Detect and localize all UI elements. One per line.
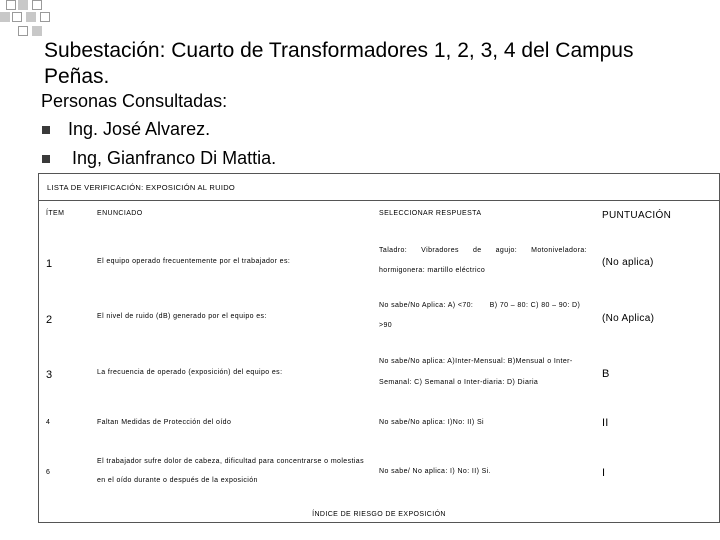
- header-statement: ENUNCIADO: [97, 210, 143, 217]
- deco-square: [40, 12, 50, 22]
- row-statement: El equipo operado frecuentemente por el trabajador es:: [97, 258, 291, 265]
- deco-square: [32, 0, 42, 10]
- row-statement: El trabajador sufre dolor de cabeza, dificultad para concentrarse o molestias: [97, 458, 364, 465]
- page-title: Subestación: Cuarto de Transformadores 1, 2, 3, 4 del Campus Peñas.: [44, 39, 634, 88]
- row-score: B: [602, 368, 610, 380]
- row-item: 3: [46, 369, 53, 381]
- deco-square: [12, 12, 22, 22]
- row-statement: La frecuencia de operado (exposición) del equipo es:: [97, 369, 283, 376]
- decorative-squares: [0, 0, 60, 40]
- row-answer: No sabe/No aplica: I)No: II) Si: [379, 419, 484, 426]
- row-statement: en el oído durante o después de la exposición: [97, 477, 258, 484]
- deco-square: [18, 26, 28, 36]
- consulted-name: Ing. José Alvarez.: [68, 119, 211, 139]
- row-item: 2: [46, 314, 53, 326]
- row-statement: Faltan Medidas de Protección del oído: [97, 419, 232, 426]
- header-item: ÍTEM: [46, 210, 65, 217]
- row-answer: No sabe/ No aplica: I) No: II) Si.: [379, 468, 492, 475]
- row-answer: Taladro: Vibradores de agujo: Motoniveladora:: [379, 247, 587, 254]
- deco-square: [6, 0, 16, 10]
- consulted-label: Personas Consultadas:: [41, 91, 228, 111]
- table-footer: ÍNDICE DE RIESGO DE EXPOSICIÓN: [312, 511, 446, 518]
- row-answer: Semanal: C) Semanal o Inter-diaria: D) Diaria: [379, 379, 539, 386]
- row-statement: El nivel de ruido (dB) generado por el equipo es:: [97, 313, 267, 320]
- row-score: (No aplica): [602, 257, 654, 268]
- row-item: 4: [46, 419, 51, 426]
- deco-square: [0, 12, 10, 22]
- deco-square: [18, 0, 28, 10]
- table-divider: [39, 200, 719, 201]
- row-score: I: [602, 467, 606, 479]
- deco-square: [26, 12, 36, 22]
- row-item: 6: [46, 469, 51, 476]
- row-answer: No sabe/No aplica: A)Inter-Mensual: B)Mensual o Inter-: [379, 358, 573, 365]
- deco-square: [32, 26, 42, 36]
- bullet-icon: [42, 155, 50, 163]
- table-caption: LISTA DE VERIFICACIÓN: EXPOSICIÓN AL RUIDO: [47, 183, 236, 192]
- bullet-icon: [42, 126, 50, 134]
- row-item: 1: [46, 258, 53, 270]
- row-answer: No sabe/No Aplica: A) <70: B) 70 – 80: C) 80 – 90: D): [379, 302, 581, 309]
- row-answer: >90: [379, 322, 393, 329]
- row-score: II: [602, 417, 609, 429]
- consulted-item: [42, 148, 276, 169]
- consulted-item: [42, 119, 210, 140]
- row-answer: hormigonera: martillo eléctrico: [379, 267, 486, 274]
- consulted-name: Ing, Gianfranco Di Mattia.: [72, 148, 277, 168]
- header-answer: SELECCIONAR RESPUESTA: [379, 210, 482, 217]
- checklist-table: [38, 173, 720, 523]
- header-score: PUNTUACIÓN: [602, 210, 672, 221]
- row-score: (No Aplica): [602, 313, 655, 324]
